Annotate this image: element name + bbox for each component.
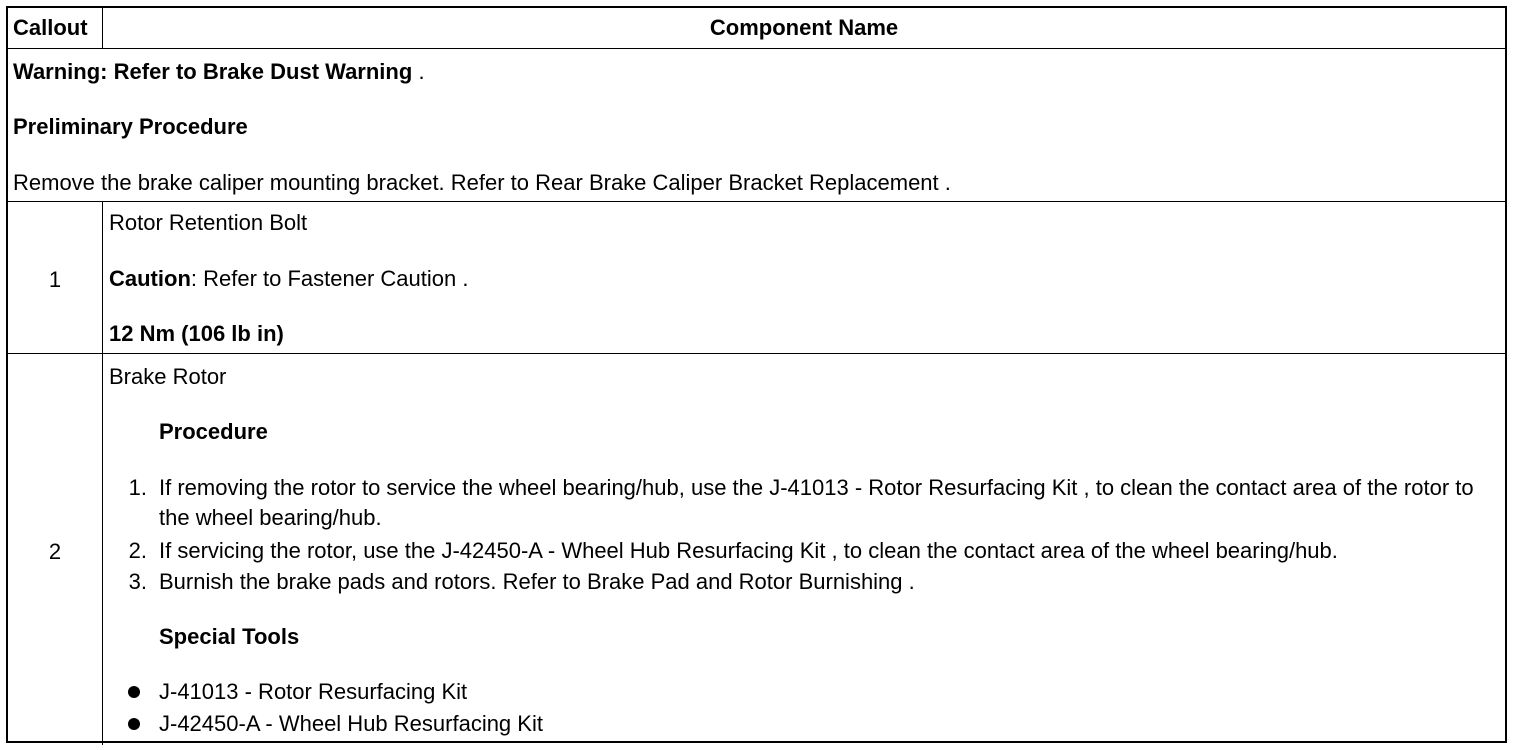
warning-prefix: Warning: [13, 59, 108, 84]
warning-link[interactable]: Refer to Brake Dust Warning [113, 59, 413, 84]
step-text: If removing the rotor to service the wheel bearing/hub, use the J-41013 - Rotor Resurfacing Kit , to clean the contact area of the rotor to the wheel bearing/hub. [159, 475, 1474, 530]
step-number: 2. [128, 538, 147, 563]
tool-item[interactable]: J-42450-A - Wheel Hub Resurfacing Kit [159, 711, 543, 736]
step-text: If servicing the rotor, use the J-42450-A - Wheel Hub Resurfacing Kit , to clean the contact area of the wheel bearing/hub. [159, 538, 1338, 563]
row1-component-name: Rotor Retention Bolt [109, 210, 308, 235]
caution-text[interactable]: : Refer to Fastener Caution . [190, 266, 469, 291]
procedure-title: Procedure [159, 419, 268, 444]
header-column-divider [102, 8, 103, 48]
header-divider [8, 48, 1505, 49]
component-name-header: Component Name [709, 15, 899, 40]
callout-header: Callout [13, 15, 88, 40]
step-number: 1. [128, 475, 147, 500]
preamble-divider [8, 201, 1505, 202]
row1-torque-spec: 12 Nm (106 lb in) [109, 321, 284, 346]
procedure-table [6, 6, 1507, 743]
bullet-icon [128, 718, 140, 730]
special-tools-title: Special Tools [159, 624, 300, 649]
row1-divider [8, 353, 1505, 354]
tool-item[interactable]: J-41013 - Rotor Resurfacing Kit [159, 679, 468, 704]
preliminary-title: Preliminary Procedure [13, 114, 248, 139]
row2-callout: 2 [48, 539, 62, 564]
row1-caution [109, 266, 468, 292]
row1-callout: 1 [48, 267, 62, 292]
step-number: 3. [128, 569, 147, 594]
preliminary-text: Remove the brake caliper mounting bracket. Refer to Rear Brake Caliper Bracket Replacement . [13, 170, 951, 195]
warning-line [13, 59, 425, 85]
bullet-icon [128, 686, 140, 698]
row2-component-name: Brake Rotor [109, 364, 227, 389]
row-column-divider [102, 201, 103, 745]
warning-suffix: . [418, 59, 425, 84]
step-text: Burnish the brake pads and rotors. Refer to Brake Pad and Rotor Burnishing . [159, 569, 915, 594]
caution-label: Caution [109, 266, 191, 291]
